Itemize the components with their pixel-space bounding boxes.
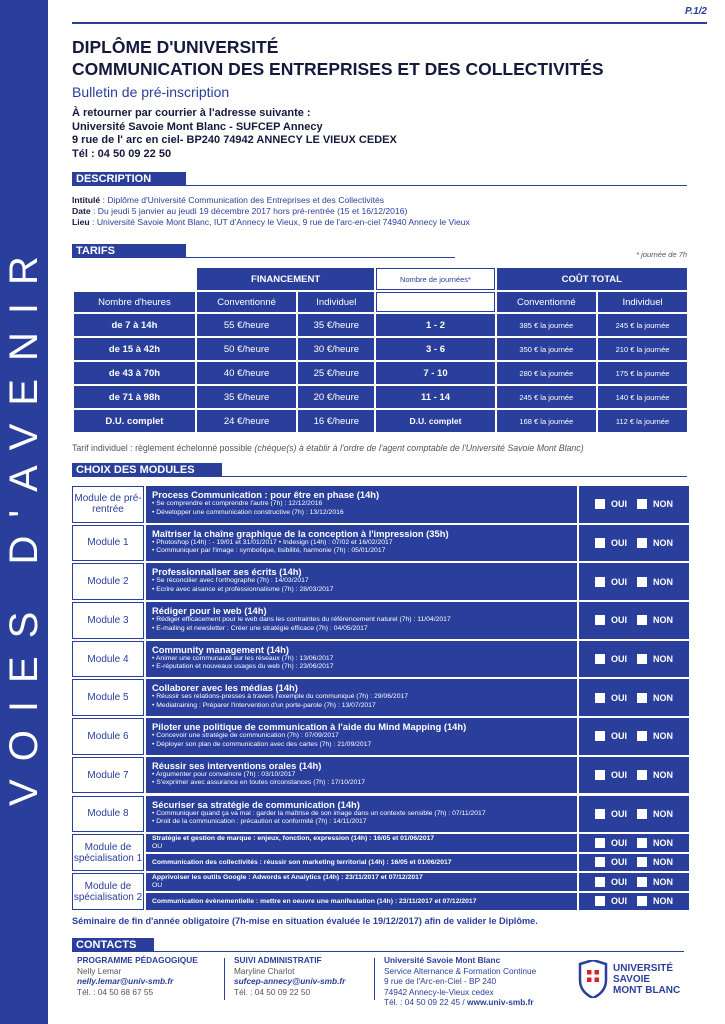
- total-cell: 210 € la journée: [598, 338, 687, 360]
- contact-divider: [374, 958, 375, 1000]
- option-label: Communication des collectivités : réussir son marketing territorial (14h) : 16/05 et 01/06/2017: [152, 858, 452, 866]
- module-name: Module 8: [72, 796, 144, 833]
- module-body: [146, 718, 577, 755]
- oui-checkbox[interactable]: [595, 896, 605, 906]
- oui-label: OUI: [610, 837, 627, 848]
- oui-label: OUI: [610, 808, 627, 819]
- module-bullet: • Photoshop (14h) : - 19/01 et 31/01/2017 • Indesign (14h) : 07/02 et 16/02/2017: [152, 538, 393, 546]
- oui-label: OUI: [610, 857, 627, 868]
- rate-cell: 40 €/heure: [197, 362, 296, 384]
- hours-cell: de 43 à 70h: [74, 362, 195, 384]
- module-bullet: • E-réputation et nouveaux usages du web (7h) : 23/06/2017: [152, 663, 334, 671]
- rate-cell: 20 €/heure: [298, 386, 374, 408]
- module-title: Community management (14h): [152, 643, 289, 655]
- module-title: Réussir ses interventions orales (14h): [152, 759, 322, 771]
- oui-non-choice: [579, 486, 689, 523]
- oui-non-choice: [579, 525, 689, 562]
- rate-cell: 35 €/heure: [197, 386, 296, 408]
- contacts-rule: [154, 951, 684, 952]
- intitule-label: Intitulé: [72, 195, 101, 205]
- module-title: Sécuriser sa stratégie de communication (14h): [152, 798, 360, 810]
- col-conventionne-total: Conventionné: [497, 292, 596, 312]
- non-label: NON: [653, 837, 673, 848]
- days-cell: 11 - 14: [376, 386, 494, 408]
- non-checkbox[interactable]: [637, 615, 647, 625]
- title-line-1: DIPLÔME D'UNIVERSITÉ: [72, 37, 279, 57]
- specialisation-name: Module de spécialisation 2: [72, 873, 144, 910]
- total-cell: 140 € la journée: [598, 386, 687, 408]
- non-checkbox[interactable]: [637, 809, 647, 819]
- option-label: Apprivoiser les outils Google : Adwords et Analytics (14h) : 23/11/2017 et 07/12/2017: [152, 874, 423, 882]
- total-cell: 350 € la journée: [497, 338, 596, 360]
- non-label: NON: [653, 770, 673, 781]
- rate-cell: 16 €/heure: [298, 410, 374, 432]
- module-body: [146, 486, 577, 523]
- usmb-line: Service Alternance & Formation Continue: [384, 965, 537, 976]
- module-bullet: • S'exprimer avec assurance en toutes circonstances (7h) : 17/10/2017: [152, 779, 365, 787]
- module-bullet: • Rédiger efficacement pour le web dans les contraintes du référencement naturel (7h) : 11/04/2017: [152, 616, 451, 624]
- rate-cell: 35 €/heure: [298, 314, 374, 336]
- contact-pedagogique: [77, 955, 198, 997]
- intitule-value: : Diplôme d'Université Communication des Entreprises et des Collectivités: [100, 195, 385, 205]
- non-label: NON: [653, 876, 673, 887]
- oui-label: OUI: [610, 896, 627, 907]
- tarifs-table: [72, 266, 689, 434]
- specialisation-option: [146, 873, 689, 891]
- col-conventionne: Conventionné: [197, 292, 296, 312]
- hours-cell: D.U. complet: [74, 410, 195, 432]
- non-checkbox[interactable]: [637, 693, 647, 703]
- module-row: [72, 641, 689, 678]
- module-name: Module 5: [72, 679, 144, 716]
- oui-checkbox[interactable]: [595, 731, 605, 741]
- contact-name: Nelly Lemar: [77, 965, 122, 976]
- financement-header: FINANCEMENT: [197, 268, 374, 290]
- non-label: NON: [653, 896, 673, 907]
- module-body: [146, 679, 577, 716]
- oui-label: OUI: [610, 876, 627, 887]
- non-label: NON: [653, 615, 673, 626]
- non-checkbox[interactable]: [637, 877, 647, 887]
- module-row: [72, 796, 689, 833]
- module-bullet: • Concevoir une stratégie de communication (7h) : 07/09/2017: [152, 732, 339, 740]
- university-logo: [578, 960, 680, 998]
- oui-checkbox[interactable]: [595, 838, 605, 848]
- contact-phone: Tél. : 04 50 68 67 55: [77, 986, 154, 997]
- specialisation-option: [146, 854, 689, 872]
- address-line: 9 rue de l' arc en ciel- BP240 74942 ANNECY LE VIEUX CEDEX: [72, 134, 397, 146]
- module-title: Maîtriser la chaîne graphique de la conception à l'impression (35h): [152, 527, 449, 539]
- oui-label: OUI: [610, 770, 627, 781]
- modules-rule: [222, 476, 687, 477]
- description-heading: DESCRIPTION: [72, 172, 186, 186]
- non-label: NON: [653, 654, 673, 664]
- module-bullet: • Communiquer par l'image : symbolique, lisibilité, harmonie (7h) : 05/01/2017: [152, 547, 386, 555]
- oui-checkbox[interactable]: [595, 538, 605, 548]
- module-row: [72, 602, 689, 639]
- days-cell: 7 - 10: [376, 362, 494, 384]
- oui-non-choice: [579, 641, 689, 678]
- band-title: VOIES D'AVENIR: [2, 238, 46, 806]
- contact-heading: PROGRAMME PÉDAGOGIQUE: [77, 955, 198, 965]
- specialisation-option-text: [146, 854, 577, 872]
- non-label: NON: [653, 499, 673, 510]
- tarif-row: [74, 362, 687, 384]
- usmb-address: [384, 955, 536, 1008]
- side-band: [0, 0, 48, 1024]
- tarif-row: [74, 338, 687, 360]
- module-body: [146, 563, 577, 600]
- specialisation-options: [146, 834, 689, 871]
- total-cell: 168 € la journée: [497, 410, 596, 432]
- days-cell: 1 - 2: [376, 314, 494, 336]
- non-checkbox[interactable]: [637, 770, 647, 780]
- non-checkbox[interactable]: [637, 896, 647, 906]
- module-name: Module 2: [72, 563, 144, 600]
- modules-list: [72, 486, 689, 912]
- specialisation-options: [146, 873, 689, 910]
- col-individuel: Individuel: [298, 292, 374, 312]
- oui-checkbox[interactable]: [595, 654, 605, 664]
- oui-label: OUI: [610, 615, 627, 626]
- tarif-row: [74, 410, 687, 432]
- usmb-line: 74942 Annecy-le-Vieux cedex: [384, 986, 494, 997]
- logo-line: SAVOIE: [613, 973, 651, 985]
- module-bullet: • Argumenter pour convaincre (7h) : 03/10/2017: [152, 770, 296, 778]
- oui-checkbox[interactable]: [595, 577, 605, 587]
- module-body: [146, 525, 577, 562]
- non-label: NON: [653, 692, 673, 703]
- oui-non-choice: [579, 854, 689, 872]
- module-bullet: • Réussir ses relations-presses à travers l'exemple du communiqué (7h) : 29/06/2017: [152, 693, 409, 701]
- oui-checkbox[interactable]: [595, 693, 605, 703]
- oui-non-choice: [579, 757, 689, 794]
- module-title: Rédiger pour le web (14h): [152, 605, 267, 617]
- module-bullet: • Animer une communauté sur les réseaux (7h) : 13/06/2017: [152, 654, 334, 662]
- usmb-heading: Université Savoie Mont Blanc: [384, 955, 501, 965]
- non-label: NON: [653, 731, 673, 742]
- rate-cell: 24 €/heure: [197, 410, 296, 432]
- days-cell: D.U. complet: [376, 410, 494, 432]
- module-bullet: • Se comprendre et comprendre l'autre (7h) : 12/12/2016: [152, 500, 323, 507]
- module-name: Module 4: [72, 641, 144, 678]
- module-row: [72, 525, 689, 562]
- module-name: Module de pré-rentrée: [72, 486, 144, 523]
- option-label: Stratégie et gestion de marque : enjeux, fonction, expression (14h) : 16/05 et 01/06/2017: [152, 835, 435, 843]
- specialisation-option-text: [146, 834, 577, 852]
- hours-cell: de 7 à 14h: [74, 314, 195, 336]
- module-name: Module 3: [72, 602, 144, 639]
- module-title: Process Communication : pour être en phase (14h): [152, 489, 380, 500]
- non-checkbox[interactable]: [637, 838, 647, 848]
- contact-phone: Tél. : 04 50 09 22 50: [234, 986, 311, 997]
- module-row: [72, 757, 689, 794]
- module-bullet: • Droit de la communication : précaution et conformité (7h) : 14/11/2017: [152, 818, 367, 825]
- oui-non-choice: [579, 679, 689, 716]
- specialisation-option: [146, 834, 689, 852]
- module-bullet: • Communiquer quand ça va mal : garder la maîtrise de son image dans un contexte sensible (7h) : 07/11/2017: [152, 809, 486, 817]
- address-line: Tél : 04 50 09 22 50: [72, 147, 172, 160]
- journees-header: Nombre de journées*: [376, 268, 494, 290]
- oui-checkbox[interactable]: [595, 615, 605, 625]
- module-title: Piloter une politique de communication à l'aide du Mind Mapping (14h): [152, 721, 467, 733]
- module-bullet: • Se réconcilier avec l'orthographe (7h) : 14/03/2017: [152, 577, 309, 585]
- non-checkbox[interactable]: [637, 499, 647, 509]
- oui-non-choice: [579, 873, 689, 891]
- tarifs-rule: [186, 257, 455, 258]
- module-name: Module 6: [72, 718, 144, 755]
- non-label: NON: [653, 857, 673, 868]
- usmb-phone: Tél. : 04 50 09 22 45 /: [384, 997, 468, 1007]
- specialisation-name: Module de spécialisation 1: [72, 834, 144, 871]
- logo-line: MONT BLANC: [613, 984, 681, 996]
- oui-label: OUI: [610, 576, 627, 587]
- contact-divider: [224, 958, 225, 1000]
- specialisation-option-text: [146, 893, 577, 911]
- oui-label: OUI: [610, 654, 627, 664]
- cout-total-header: COÛT TOTAL: [497, 268, 687, 290]
- oui-label: OUI: [610, 537, 627, 548]
- non-checkbox[interactable]: [637, 538, 647, 548]
- usmb-line: 9 rue de l'Arc-en-Ciel - BP 240: [384, 976, 497, 986]
- oui-checkbox[interactable]: [595, 770, 605, 780]
- ou-label: OU: [152, 842, 163, 850]
- non-label: NON: [653, 537, 673, 548]
- col-journees-empty: [376, 292, 494, 312]
- page-number: P.1/2: [684, 6, 707, 17]
- non-label: NON: [653, 808, 673, 819]
- rate-cell: 55 €/heure: [197, 314, 296, 336]
- module-name: Module 1: [72, 525, 144, 562]
- module-row: [72, 718, 689, 755]
- lieu-label: Lieu: [72, 217, 90, 227]
- oui-non-choice: [579, 893, 689, 911]
- non-checkbox[interactable]: [637, 857, 647, 867]
- module-bullet: • Développer une communication constructive (7h) : 13/12/2016: [152, 508, 344, 516]
- total-cell: 280 € la journée: [497, 362, 596, 384]
- col-heures: Nombre d'heures: [74, 292, 195, 312]
- module-name: Module 7: [72, 757, 144, 794]
- module-row: [72, 679, 689, 716]
- ou-label: OU: [152, 881, 163, 889]
- module-body: [146, 641, 577, 678]
- oui-checkbox[interactable]: [595, 877, 605, 887]
- total-cell: 245 € la journée: [598, 314, 687, 336]
- module-body: [146, 796, 577, 833]
- logo-text: [613, 963, 680, 996]
- hours-cell: de 71 à 98h: [74, 386, 195, 408]
- description-rule: [186, 185, 687, 186]
- top-divider: [72, 22, 707, 24]
- module-bullet: • Déployer son plan de communication avec des cartes (7h) : 21/09/2017: [152, 740, 372, 748]
- days-cell: 3 - 6: [376, 338, 494, 360]
- specialisation-option-text: [146, 873, 577, 891]
- specialisation-group: [72, 873, 689, 910]
- oui-non-choice: [579, 796, 689, 833]
- module-body: [146, 602, 577, 639]
- address-line: À retourner par courrier à l'adresse suivante :: [72, 107, 311, 119]
- oui-checkbox[interactable]: [595, 809, 605, 819]
- contact-heading: SUIVI ADMINISTRATIF: [234, 955, 322, 965]
- oui-label: OUI: [610, 499, 627, 510]
- module-title: Collaborer avec les médias (14h): [152, 682, 298, 694]
- hours-cell: de 15 à 42h: [74, 338, 195, 360]
- description-block: [72, 195, 470, 228]
- modules-heading: CHOIX DES MODULES: [72, 463, 222, 477]
- tarifs-heading: TARIFS: [72, 244, 186, 258]
- total-cell: 112 € la journée: [598, 410, 687, 432]
- title-line-2: COMMUNICATION DES ENTREPRISES ET DES COLLECTIVITÉS: [72, 59, 604, 79]
- non-checkbox[interactable]: [637, 577, 647, 587]
- date-label: Date: [72, 206, 91, 216]
- journee-note: * journée de 7h: [636, 250, 687, 259]
- rate-cell: 30 €/heure: [298, 338, 374, 360]
- oui-label: OUI: [610, 692, 627, 703]
- contact-email-link[interactable]: sufcep-annecy@univ-smb.fr: [234, 976, 346, 986]
- tarif-note: [72, 443, 584, 453]
- oui-checkbox[interactable]: [595, 857, 605, 867]
- module-row: [72, 486, 689, 523]
- oui-non-choice: [579, 563, 689, 600]
- contacts-heading: CONTACTS: [72, 938, 154, 952]
- tarif-row: [74, 314, 687, 336]
- total-cell: 175 € la journée: [598, 362, 687, 384]
- total-cell: 245 € la journée: [497, 386, 596, 408]
- module-row: [72, 563, 689, 600]
- module-bullet: • Ecrire avec aisance et professionnalisme (7h) : 28/03/2017: [152, 585, 334, 593]
- logo-line: UNIVERSITÉ: [613, 962, 674, 974]
- option-label: Communication évènementielle : mettre en oeuvre une manifestation (14h) : 23/11/2017 et 07/12/2017: [152, 897, 477, 905]
- oui-checkbox[interactable]: [595, 499, 605, 509]
- module-bullet: • Mediatraining : Préparer l'intervention d'un porte-parole (7h) : 13/07/2017: [152, 701, 376, 709]
- address-line: Université Savoie Mont Blanc - SUFCEP Annecy: [72, 120, 323, 133]
- oui-label: OUI: [610, 731, 627, 742]
- tarif-note-italic: (chèque(s) à établir à l'ordre de l'agent comptable de l'Université Savoie Mont Blanc): [254, 443, 584, 453]
- rate-cell: 25 €/heure: [298, 362, 374, 384]
- contact-administratif: [234, 955, 345, 997]
- lieu-value: : Université Savoie Mont Blanc, IUT d'Annecy le Vieux, 9 rue de l'arc-en-ciel 74940 Annecy le Vieux: [89, 217, 470, 227]
- tarif-row: [74, 386, 687, 408]
- tarif-note-text: Tarif individuel : règlement échelonné possible: [72, 443, 255, 453]
- specialisation-group: [72, 834, 689, 871]
- contact-email-link[interactable]: nelly.lemar@univ-smb.fr: [77, 976, 174, 986]
- total-cell: 385 € la journée: [497, 314, 596, 336]
- return-address: [72, 107, 397, 161]
- module-bullet: • E-mailing et newsletter : Créer une stratégie efficace (7h) : 04/05/2017: [152, 624, 368, 632]
- non-label: NON: [653, 576, 673, 587]
- module-body: [146, 757, 577, 794]
- specialisation-option: [146, 893, 689, 911]
- empty-cell: [74, 268, 195, 290]
- shield-logo-icon: [578, 960, 608, 998]
- non-checkbox[interactable]: [637, 654, 647, 664]
- date-value: : Du jeudi 5 janvier au jeudi 19 décembre 2017 hors pré-rentrée (15 et 16/12/2016): [90, 206, 408, 216]
- col-individuel-total: Individuel: [598, 292, 687, 312]
- usmb-website-link[interactable]: www.univ-smb.fr: [467, 997, 534, 1007]
- oui-non-choice: [579, 602, 689, 639]
- non-checkbox[interactable]: [637, 731, 647, 741]
- page-title: [72, 36, 604, 80]
- oui-non-choice: [579, 834, 689, 852]
- rate-cell: 50 €/heure: [197, 338, 296, 360]
- oui-non-choice: [579, 718, 689, 755]
- page-subtitle: Bulletin de pré-inscription: [72, 84, 230, 100]
- contact-name: Maryline Charlot: [234, 965, 295, 976]
- module-title: Professionnaliser ses écrits (14h): [152, 566, 302, 578]
- seminaire-note: Séminaire de fin d'année obligatoire (7h-mise en situation évaluée le 19/12/2017) afin de valider le Diplôme.: [72, 916, 538, 926]
